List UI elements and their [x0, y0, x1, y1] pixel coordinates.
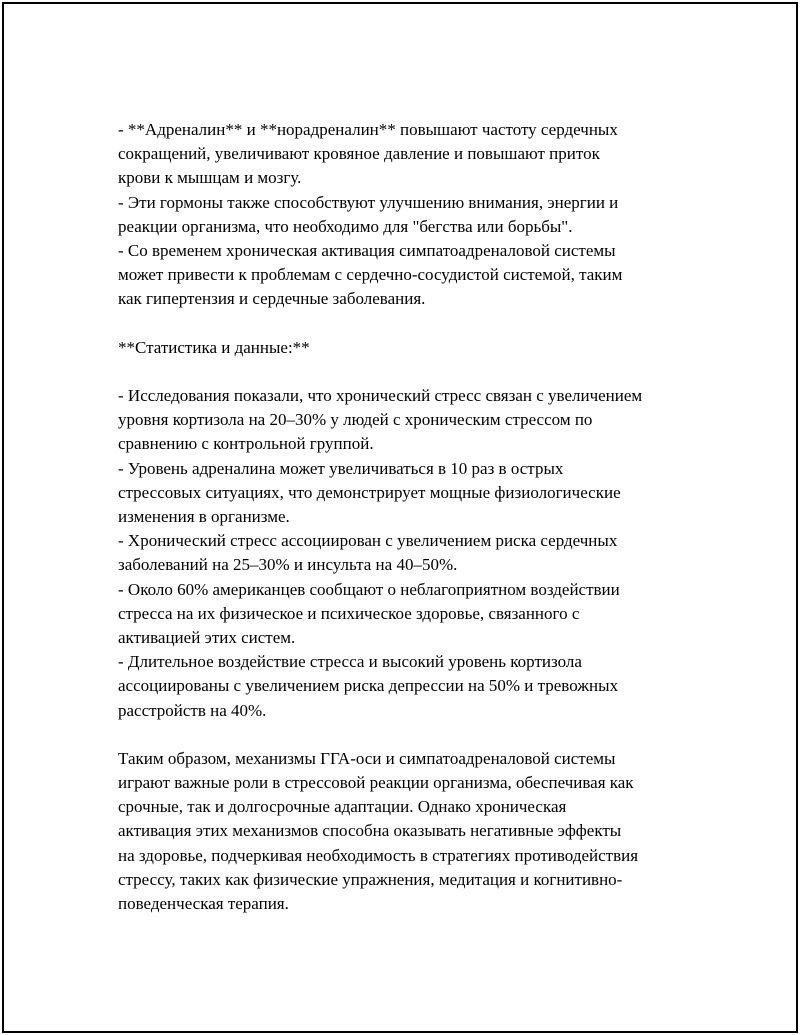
paragraph-hormones [118, 118, 693, 312]
text-line: заболеваний на 25–30% и инсульта на 40–50%. [118, 555, 458, 575]
text-line: сокращений, увеличивают кровяное давление и повышают приток [118, 144, 600, 164]
paragraph-spacer [118, 360, 693, 384]
text-line: - Длительное воздействие стресса и высокий уровень кортизола [118, 652, 582, 672]
paragraph-statistics-heading [118, 336, 693, 360]
paragraph-spacer [118, 312, 693, 336]
text-line: срочные, так и долгосрочные адаптации. Однако хроническая [118, 797, 567, 817]
text-line: - **Адреналин** и **норадреналин** повышают частоту сердечных [118, 120, 618, 139]
text-line: активация этих механизмов способна оказывать негативные эффекты [118, 821, 622, 841]
text-line: уровня кортизола на 20–30% у людей с хроническим стрессом по [118, 410, 593, 430]
text-line: стресса на их физическое и психическое здоровье, связанного с [118, 603, 580, 623]
text-line: активацией этих систем. [118, 627, 296, 647]
text-line: сравнению с контрольной группой. [118, 434, 374, 454]
text-line: играют важные роли в стрессовой реакции организма, обеспечивая как [118, 773, 634, 793]
text-line: Таким образом, механизмы ГГА-оси и симпатоадреналовой системы [118, 748, 616, 768]
paragraph-statistics [118, 384, 693, 723]
text-line: стрессу, таких как физические упражнения, медитация и когнитивно- [118, 869, 623, 889]
text-line: реакции организма, что необходимо для "бегства или борьбы". [118, 216, 573, 236]
paragraph-spacer [118, 723, 693, 747]
text-line: - Со временем хроническая активация симпатоадреналовой системы [118, 240, 616, 260]
text-line: - Исследования показали, что хронический стресс связан с увеличением [118, 386, 643, 406]
text-line: стрессовых ситуациях, что демонстрирует мощные физиологические [118, 482, 621, 502]
text-line: крови к мышцам и мозгу. [118, 168, 302, 188]
text-line: ассоциированы с увеличением риска депрессии на 50% и тревожных [118, 676, 619, 696]
text-line: - Уровень адреналина может увеличиваться в 10 раз в острых [118, 458, 564, 478]
section-heading: **Статистика и данные:** [118, 337, 310, 357]
paragraph-conclusion [118, 747, 693, 916]
text-line: изменения в организме. [118, 507, 290, 526]
text-line: - Эти гормоны также способствуют улучшению внимания, энергии и [118, 192, 619, 212]
text-line: на здоровье, подчеркивая необходимость в стратегиях противодействия [118, 845, 639, 865]
document-body [118, 118, 693, 916]
text-line: как гипертензия и сердечные заболевания. [118, 289, 426, 309]
text-line: может привести к проблемам с сердечно-сосудистой системой, таким [118, 265, 623, 285]
text-line: расстройств на 40%. [118, 700, 267, 720]
text-line: - Около 60% американцев сообщают о неблагоприятном воздействии [118, 579, 620, 599]
text-line: поведенческая терапия. [118, 894, 289, 913]
text-line: - Хронический стресс ассоциирован с увеличением риска сердечных [118, 531, 618, 551]
